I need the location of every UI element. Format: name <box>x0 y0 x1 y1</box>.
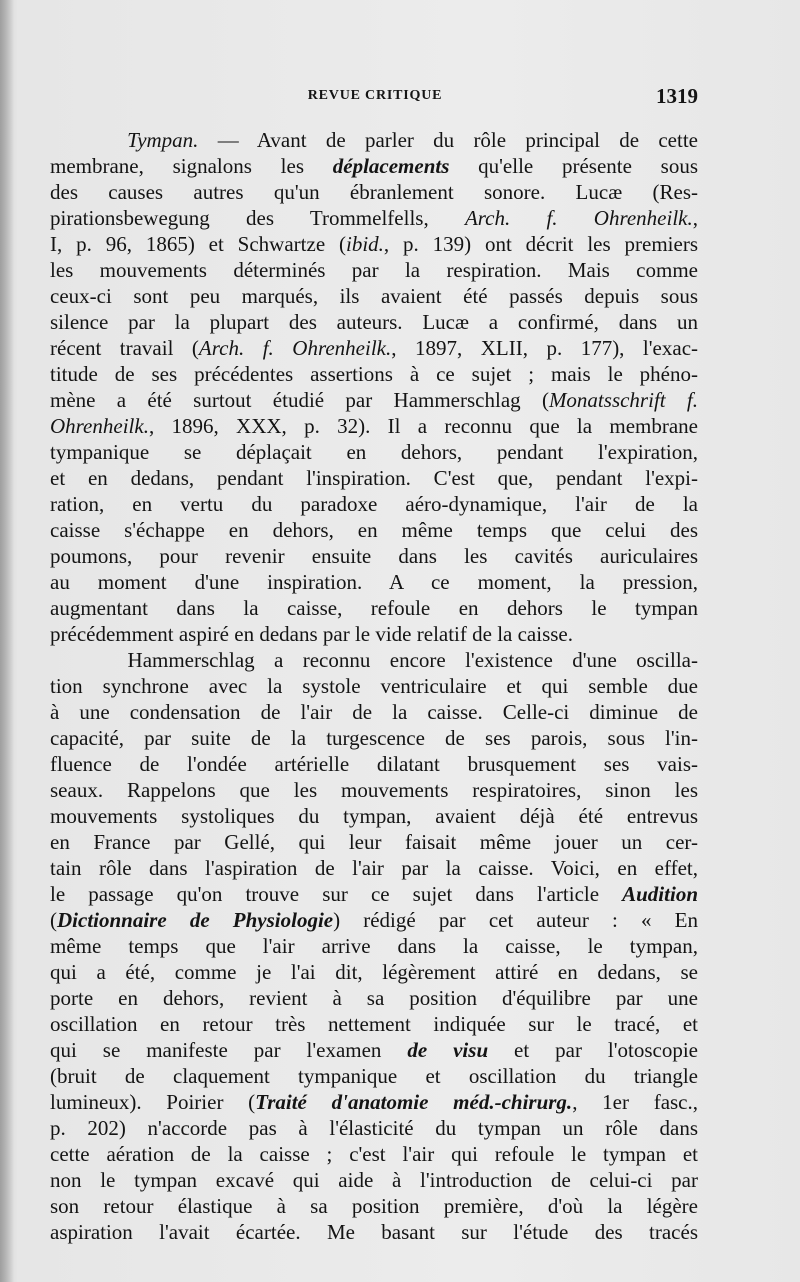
text-segment: les mouvements déterminés par la respiration. Mais comme <box>50 258 698 282</box>
text-segment: aspiration l'avait écartée. Me basant sur l'étude des tracés <box>50 1220 698 1244</box>
text-line <box>50 881 698 907</box>
text-segment: déplacements <box>332 154 450 178</box>
text-line <box>50 1219 698 1245</box>
page-header <box>50 84 700 112</box>
text-line <box>50 283 698 309</box>
text-line <box>50 673 698 699</box>
text-segment: I, p. 96, 1865) et Schwartze ( <box>50 232 346 256</box>
text-segment: tion synchrone avec la systole ventriculaire et qui semble due <box>50 674 698 698</box>
text-line <box>50 387 698 413</box>
text-segment: Monatsschrift f. <box>548 388 698 412</box>
text-segment: p. 202) n'accorde pas à l'élasticité du tympan un rôle dans <box>50 1116 698 1140</box>
text-line <box>50 205 698 231</box>
text-line <box>50 231 698 257</box>
text-segment: , <box>692 206 698 230</box>
text-segment: qu'elle présente sous <box>449 154 698 178</box>
text-line <box>50 257 698 283</box>
text-segment: qui a été, comme je l'ai dit, légèrement attiré en dedans, se <box>50 960 698 984</box>
text-line <box>50 621 698 647</box>
text-segment: qui se manifeste par l'examen <box>50 1038 408 1062</box>
text-segment: et en dedans, pendant l'inspiration. C'est que, pendant l'expi- <box>50 466 698 490</box>
text-segment: silence par la plupart des auteurs. Lucæ a confirmé, dans un <box>50 310 698 334</box>
text-line <box>50 361 698 387</box>
text-line <box>50 413 698 439</box>
text-segment: ) rédigé par cet auteur : « En <box>333 908 698 932</box>
text-segment: mène a été surtout étudié par Hammerschlag ( <box>50 388 549 412</box>
text-line <box>50 985 698 1011</box>
text-line <box>50 595 698 621</box>
text-segment: titude de ses précédentes assertions à ce sujet ; mais le phéno- <box>50 362 698 386</box>
text-line <box>50 1011 698 1037</box>
text-segment: poumons, pour revenir ensuite dans les cavités auriculaires <box>50 544 698 568</box>
text-segment: augmentant dans la caisse, refoule en dehors le tympan <box>50 596 698 620</box>
text-segment: Audition <box>622 882 698 906</box>
text-segment: lumineux). Poirier ( <box>50 1090 256 1114</box>
text-segment: précédemment aspiré en dedans par le vide relatif de la caisse. <box>50 622 574 646</box>
text-segment: caisse s'échappe en dehors, en même temps que celui des <box>50 518 698 542</box>
text-segment: ( <box>50 908 57 932</box>
text-line <box>50 153 698 179</box>
text-segment: Tympan. <box>127 128 199 152</box>
text-segment: au moment d'une inspiration. A ce moment, la pression, <box>50 570 698 594</box>
text-segment: cette aération de la caisse ; c'est l'air qui refoule le tympan et <box>50 1142 698 1166</box>
text-segment: Arch. f. Ohrenheilk. <box>198 336 392 360</box>
text-line <box>50 465 698 491</box>
text-segment: , 1er fasc., <box>572 1090 699 1114</box>
text-segment: ibid. <box>346 232 384 256</box>
text-line <box>50 829 698 855</box>
page-number: 1319 <box>656 84 698 108</box>
text-segment: porte en dehors, revient à sa position d'équilibre par une <box>50 986 698 1010</box>
text-line <box>50 1167 698 1193</box>
text-line <box>50 127 698 153</box>
text-segment: tain rôle dans l'aspiration de l'air par la caisse. Voici, en effet, <box>50 856 698 880</box>
text-line <box>50 1115 698 1141</box>
text-segment: oscillation en retour très nettement indiquée sur le tracé, et <box>50 1012 698 1036</box>
text-segment: mouvements systoliques du tympan, avaient déjà été entrevus <box>50 804 698 828</box>
text-line <box>50 855 698 881</box>
text-segment: Hammerschlag a reconnu encore l'existence d'une oscilla- <box>50 648 698 672</box>
text-line <box>50 959 698 985</box>
text-segment: ration, en vertu du paradoxe aéro-dynamique, l'air de la <box>50 492 698 516</box>
text-line <box>50 1089 698 1115</box>
text-segment: en France par Gellé, qui leur faisait même jouer un cer- <box>50 830 698 854</box>
text-segment: fluence de l'ondée artérielle dilatant brusquement ses vais- <box>50 752 698 776</box>
text-segment: Traité d'anatomie méd.-chirurg. <box>255 1090 573 1114</box>
text-segment: de visu <box>407 1038 489 1062</box>
text-line <box>50 647 698 673</box>
text-segment: seaux. Rappelons que les mouvements respiratoires, sinon les <box>50 778 698 802</box>
text-line <box>50 907 698 933</box>
text-segment: récent travail ( <box>50 336 199 360</box>
text-line <box>50 543 698 569</box>
text-line <box>50 439 698 465</box>
text-segment: même temps que l'air arrive dans la caisse, le tympan, <box>50 934 698 958</box>
text-line <box>50 491 698 517</box>
text-segment <box>50 128 127 152</box>
text-line <box>50 699 698 725</box>
page-gutter-shadow <box>0 0 14 1282</box>
text-segment: , p. 139) ont décrit les premiers <box>383 232 698 256</box>
text-line <box>50 725 698 751</box>
text-line <box>50 1141 698 1167</box>
text-segment: et par l'otoscopie <box>488 1038 698 1062</box>
text-segment: Dictionnaire de Physiologie <box>57 908 334 932</box>
text-segment: pirationsbewegung des Trommelfells, <box>50 206 465 230</box>
text-segment: non le tympan excavé qui aide à l'introduction de celui-ci par <box>50 1168 698 1192</box>
text-line <box>50 1063 698 1089</box>
text-line <box>50 933 698 959</box>
text-segment: membrane, signalons les <box>50 154 333 178</box>
text-segment: le passage qu'on trouve sur ce sujet dans l'article <box>50 882 623 906</box>
text-segment: , 1897, XLII, p. 177), l'exac- <box>391 336 699 360</box>
text-line <box>50 179 698 205</box>
text-segment: Ohrenheilk. <box>50 414 149 438</box>
text-segment: son retour élastique à sa position première, d'où la légère <box>50 1194 698 1218</box>
running-title: REVUE CRITIQUE <box>307 88 443 103</box>
text-line <box>50 1193 698 1219</box>
text-line <box>50 803 698 829</box>
text-segment: capacité, par suite de la turgescence de ses parois, sous l'in- <box>50 726 698 750</box>
text-segment: , 1896, XXX, p. 32). Il a reconnu que la membrane <box>148 414 698 438</box>
text-line <box>50 309 698 335</box>
text-line <box>50 777 698 803</box>
text-line <box>50 517 698 543</box>
text-segment: des causes autres qu'un ébranlement sonore. Lucæ (Res- <box>50 180 698 204</box>
text-line <box>50 569 698 595</box>
text-line <box>50 335 698 361</box>
text-segment: ceux-ci sont peu marqués, ils avaient été passés depuis sous <box>50 284 698 308</box>
body-text <box>50 127 698 1245</box>
text-segment: Arch. f. Ohrenheilk. <box>464 206 693 230</box>
text-segment: à une condensation de l'air de la caisse. Celle-ci diminue de <box>50 700 698 724</box>
text-line <box>50 751 698 777</box>
text-segment: — Avant de parler du rôle principal de cette <box>198 128 698 152</box>
text-segment: (bruit de claquement tympanique et oscillation du triangle <box>50 1064 698 1088</box>
text-line <box>50 1037 698 1063</box>
text-segment: tympanique se déplaçait en dehors, pendant l'expiration, <box>50 440 698 464</box>
